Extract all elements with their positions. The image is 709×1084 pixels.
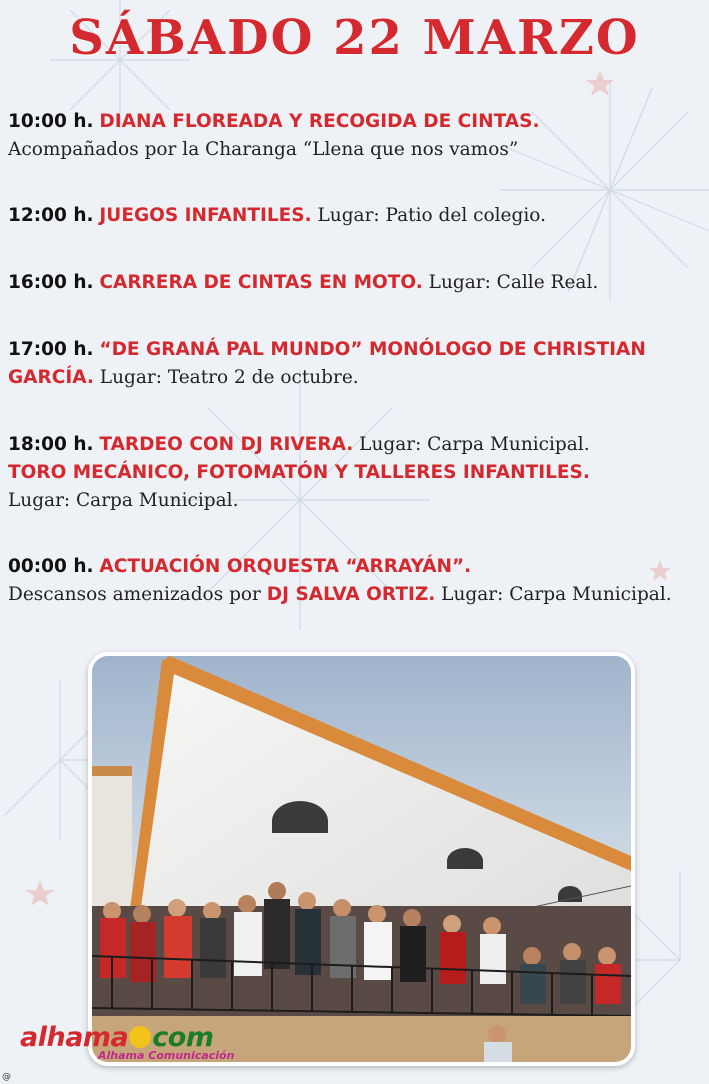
page-title: SÁBADO 22 MARZO — [69, 10, 640, 66]
event-time: 00:00 h. — [8, 556, 94, 577]
event-title: TARDEO CON DJ RIVERA. — [99, 434, 354, 455]
event-dj-name: DJ SALVA ORTIZ. — [266, 584, 436, 605]
event-photo — [88, 652, 635, 1066]
event-detail: Lugar: Teatro 2 de octubre. — [99, 367, 359, 388]
logo-part-alhama: alhama — [20, 1022, 129, 1053]
event-1800 — [8, 431, 702, 515]
event-time: 16:00 h. — [8, 272, 94, 293]
event-detail-line — [8, 581, 702, 609]
event-title-secondary: TORO MECÁNICO, FOTOMATÓN Y TALLERES INFANTILES. — [8, 462, 590, 483]
event-time: 18:00 h. — [8, 434, 94, 455]
event-detail: Lugar: Carpa Municipal. — [359, 434, 590, 455]
event-time: 12:00 h. — [8, 205, 94, 226]
event-title-continued: GARCÍA. — [8, 367, 94, 388]
event-title: DIANA FLOREADA Y RECOGIDA DE CINTAS. — [99, 111, 540, 132]
logo-part-com: com — [152, 1022, 214, 1053]
event-0000 — [8, 553, 702, 609]
event-time: 17:00 h. — [8, 339, 94, 360]
logo-dot-icon — [129, 1026, 151, 1048]
event-detail-secondary: Lugar: Carpa Municipal. — [8, 490, 239, 511]
event-header — [8, 336, 702, 364]
event-title: JUEGOS INFANTILES. — [99, 205, 312, 226]
event-header — [8, 108, 702, 136]
event-title: ACTUACIÓN ORQUESTA “ARRAYÁN”. — [99, 556, 472, 577]
logo-subtitle: Alhama Comunicación — [98, 1049, 235, 1062]
event-1600 — [8, 269, 702, 297]
event-detail: Lugar: Patio del colegio. — [317, 205, 546, 226]
event-1200 — [8, 202, 702, 230]
event-detail: Descansos amenizados por — [8, 584, 261, 605]
event-title: CARRERA DE CINTAS EN MOTO. — [99, 272, 423, 293]
event-detail: Acompañados por la Charanga “Llena que nos vamos” — [8, 139, 519, 160]
event-header — [8, 553, 702, 581]
corner-mark: @ — [2, 1072, 11, 1082]
event-1700 — [8, 336, 702, 392]
alhama-logo — [20, 1022, 250, 1070]
event-location: Lugar: Carpa Municipal. — [441, 584, 672, 605]
event-time: 10:00 h. — [8, 111, 94, 132]
event-detail: Lugar: Calle Real. — [428, 272, 599, 293]
event-header — [8, 431, 702, 459]
event-1000 — [8, 108, 702, 164]
event-title: “DE GRANÁ PAL MUNDO” MONÓLOGO DE CHRISTIAN — [99, 339, 646, 360]
event-continuation — [8, 364, 702, 392]
